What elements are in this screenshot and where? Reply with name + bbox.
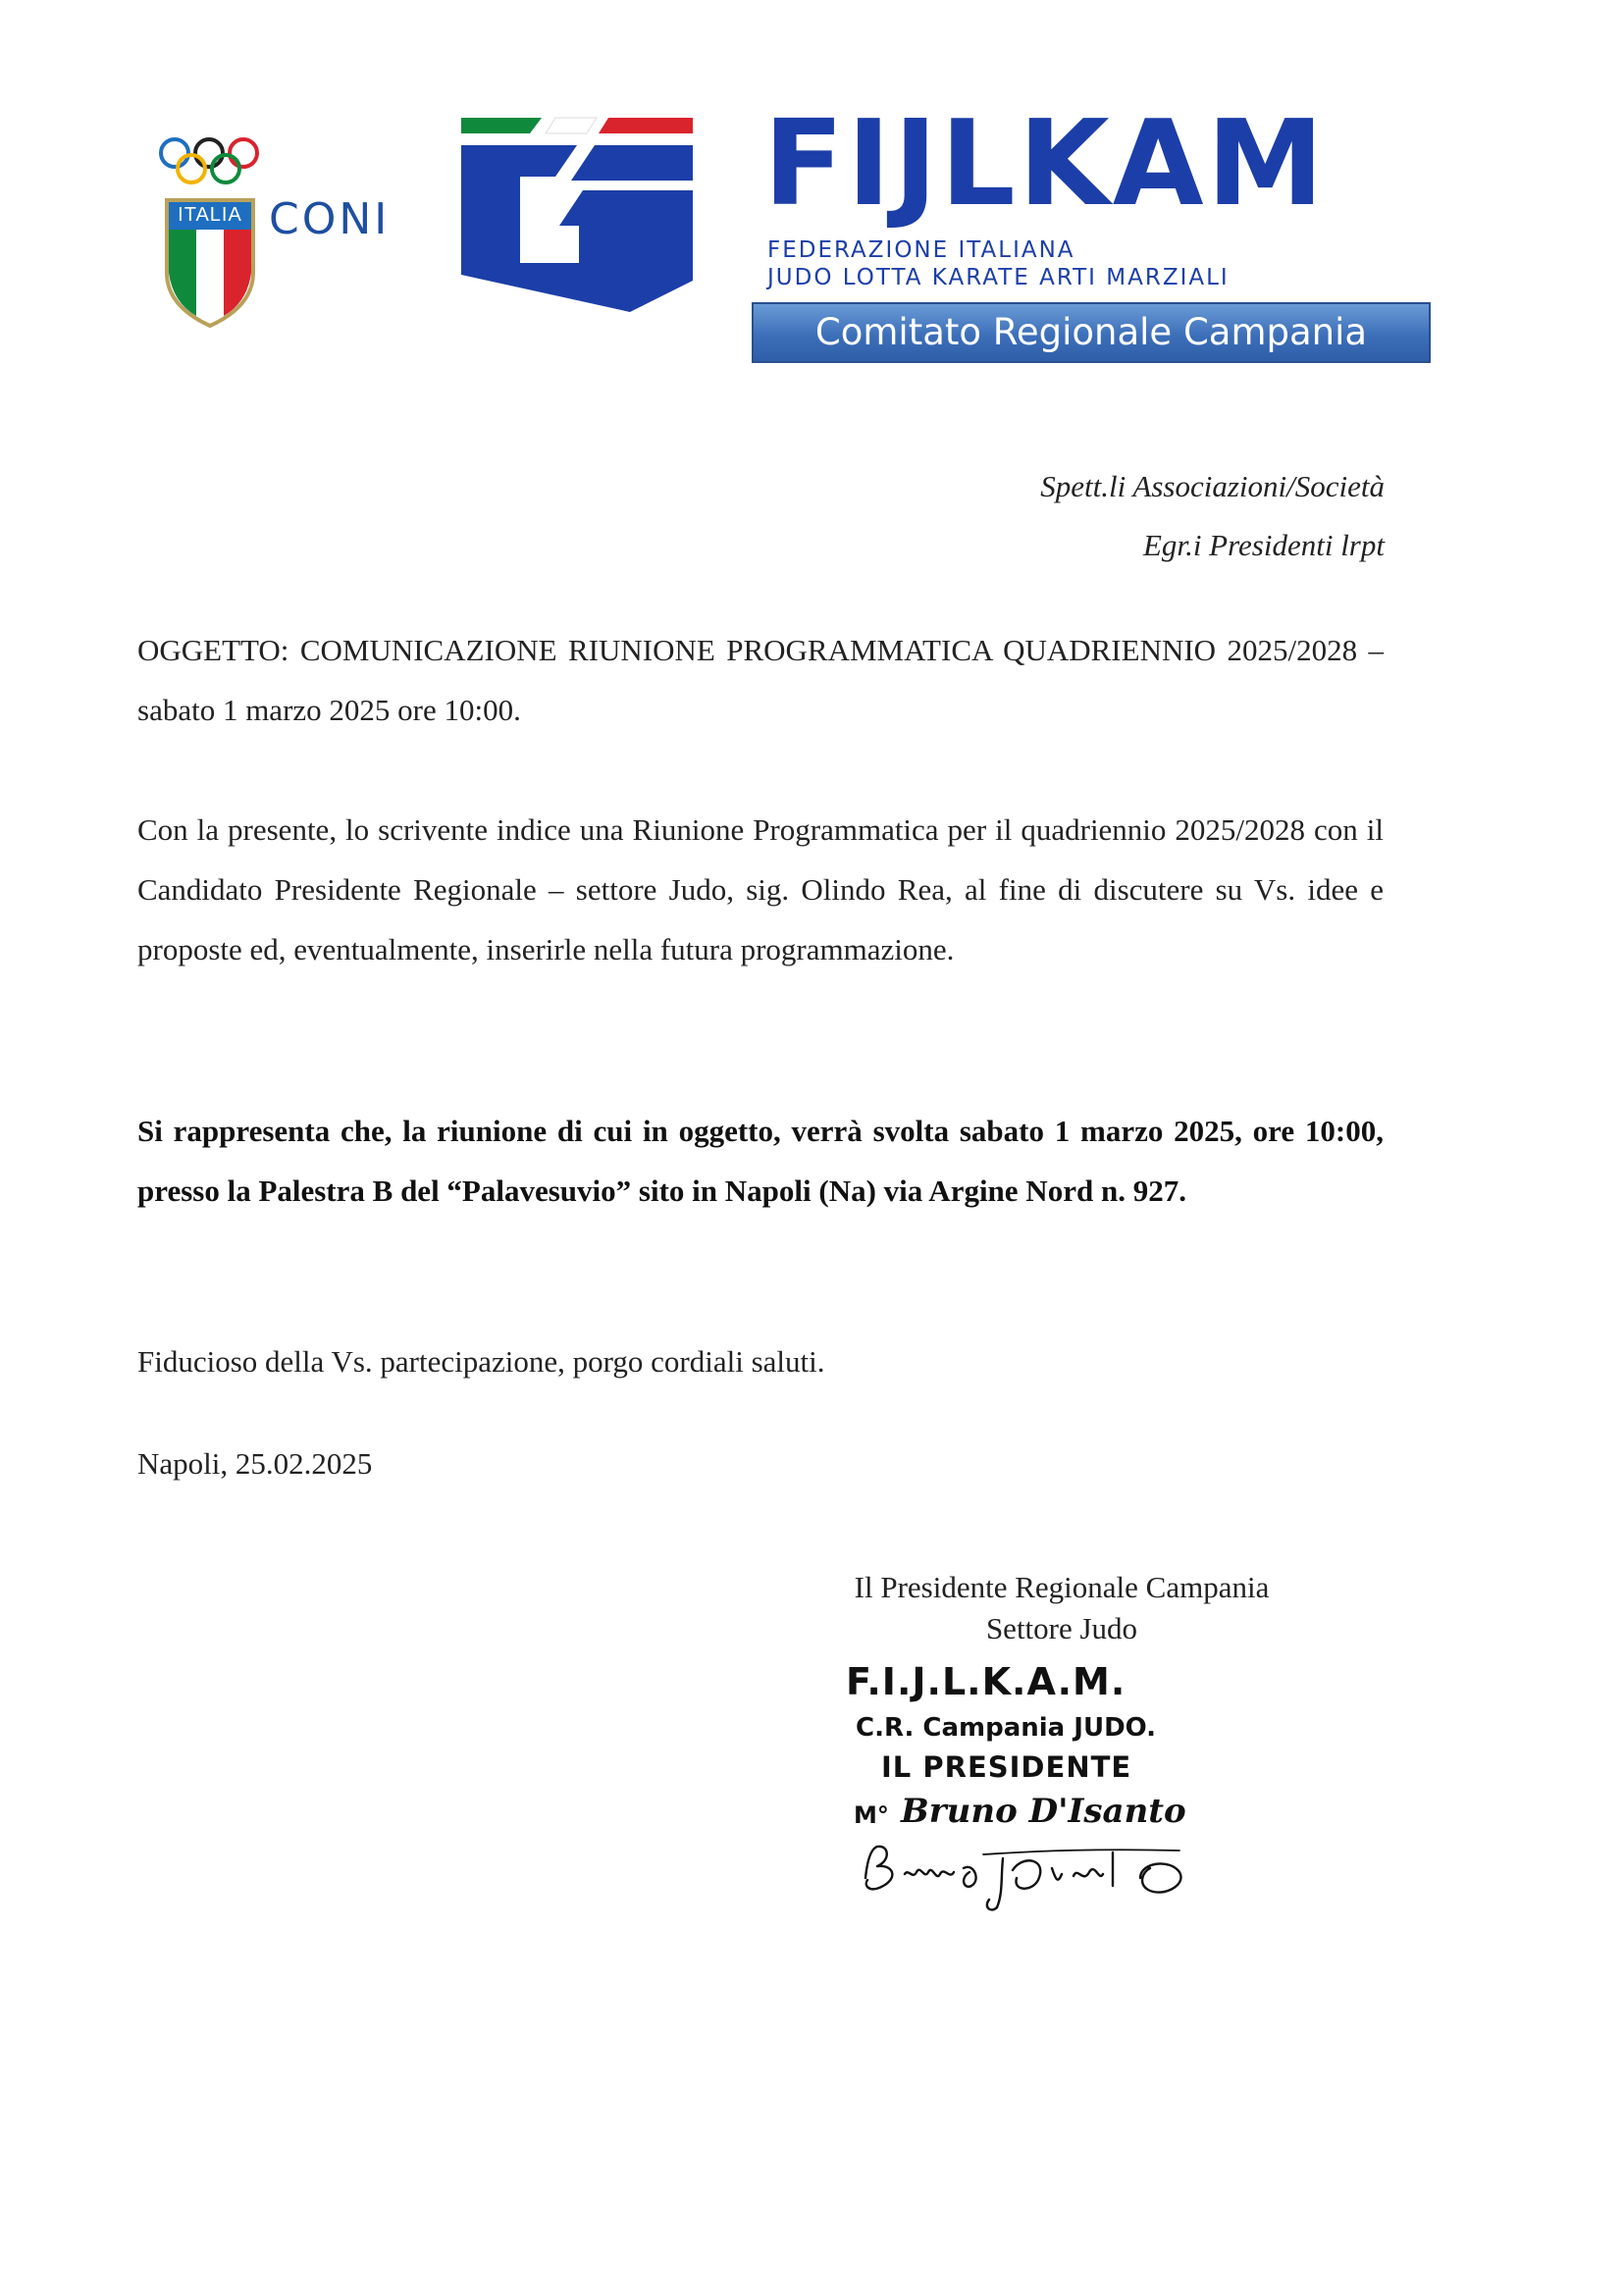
fijlkam-emblem-icon: [461, 116, 693, 312]
stamp-role: IL PRESIDENTE: [881, 1750, 1132, 1784]
stamp-prefix: M°: [854, 1801, 889, 1829]
italia-badge-text: ITALIA: [178, 204, 242, 226]
meeting-details-paragraph: Si rappresenta che, la riunione di cui in oggetto, verrà svolta sabato 1 marzo 2025, ore 10:00, presso la Palestra B del “Palavesuvio” sito in Napoli (Na) via Argine Nord n. 927.: [137, 1114, 1384, 1208]
subject-paragraph: OGGETTO: COMUNICAZIONE RIUNIONE PROGRAMMATICA QUADRIENNIO 2025/2028 – sabato 1 marzo 2025 ore 10:00.: [137, 633, 1384, 727]
olympic-rings-icon: [155, 135, 263, 190]
coni-wordmark: CONI: [269, 194, 391, 244]
stamp-name: Bruno D'Isanto: [901, 1792, 1186, 1831]
federation-subtitle-line1: FEDERAZIONE ITALIANA: [767, 237, 1075, 263]
recipient-line: Egr.i Presidenti lrpt: [1143, 528, 1385, 562]
fijlkam-wordmark: FIJLKAM: [763, 96, 1328, 233]
signatory-title: Il Presidente Regionale Campania: [854, 1570, 1270, 1604]
recipient-line: Spett.li Associazioni/Società: [1040, 469, 1385, 503]
body-paragraph: Con la presente, lo scrivente indice una Riunione Programmatica per il quadriennio 2025/2028 con il Candidato Presidente Regionale – settore Judo, sig. Olindo Rea, al fine di discutere su Vs. idee e proposte ed, eventualmente, inserirle nella futura programmazione.: [137, 812, 1384, 966]
federation-subtitle-line2: JUDO LOTTA KARATE ARTI MARZIALI: [767, 265, 1230, 290]
closing-line: Fiducioso della Vs. partecipazione, porgo cordiali saluti.: [137, 1344, 825, 1379]
place-date: Napoli, 25.02.2025: [137, 1446, 373, 1481]
handwritten-signature: [856, 1829, 1219, 1913]
stamp-federation: F.I.J.L.K.A.M.: [846, 1660, 1126, 1703]
coni-logo: [155, 135, 400, 332]
stamp-committee: C.R. Campania JUDO.: [856, 1713, 1157, 1743]
signatory-sector: Settore Judo: [985, 1611, 1138, 1645]
committee-banner: Comitato Regionale Campania: [752, 302, 1431, 363]
